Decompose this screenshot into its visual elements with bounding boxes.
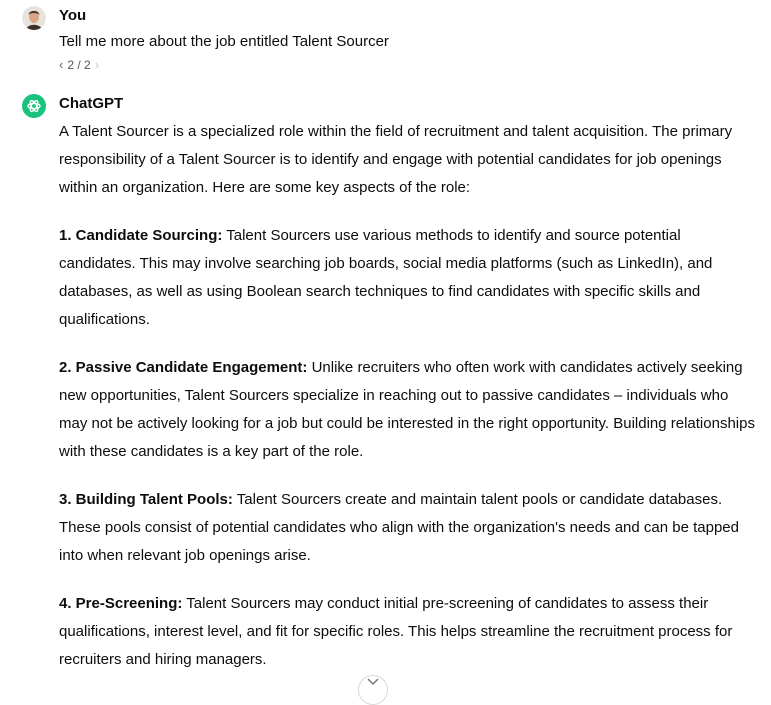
- response-counter: 2 / 2: [67, 57, 91, 72]
- assistant-author-name: ChatGPT: [59, 95, 124, 112]
- point-text: Talent Sourcers may conduct initial pre-screening of candidates to assess their qualifications, interest level, and fit for specific roles. This helps streamline the recruitment process for recruiters and hiring managers.: [59, 595, 733, 668]
- scroll-down-button[interactable]: [358, 675, 388, 705]
- response-intro: A Talent Sourcer is a specialized role within the field of recruitment and talent acquisition. The primary responsibility of a Talent Sourcer is to identify and engage with potential candidates for job openings within an organization. Here are some key aspects of the role:: [59, 123, 733, 196]
- point-title: 3. Building Talent Pools:: [59, 491, 233, 508]
- chatgpt-logo-icon: [22, 94, 46, 118]
- response-pager: [59, 57, 99, 72]
- point-title: 2. Passive Candidate Engagement:: [59, 359, 308, 376]
- point-text: Talent Sourcers use various methods to identify and source potential candidates. This may involve searching job boards, social media platforms (such as LinkedIn), and databases, as well as using Boolean search techniques to find candidates with specific skills and qualifications.: [59, 227, 713, 328]
- point-text: Unlike recruiters who often work with candidates actively seeking new opportunities, Talent Sourcers specialize in reaching out to passive candidates – individuals who may not be actively looking for a job but could be interested in the right opportunity. Building relationships with these candidates is a key part of the role.: [59, 359, 755, 460]
- point-title: 4. Pre-Screening:: [59, 595, 183, 612]
- response-point: [59, 354, 759, 466]
- response-point: [59, 590, 759, 674]
- point-title: 1. Candidate Sourcing:: [59, 227, 223, 244]
- response-point: [59, 222, 759, 334]
- user-author-name: You: [59, 7, 87, 24]
- point-text: Talent Sourcers create and maintain talent pools or candidate databases. These pools consist of potential candidates who align with the organization's needs and can be tapped into when relevant job openings arise.: [59, 491, 739, 564]
- previous-response-button[interactable]: ‹: [59, 57, 64, 72]
- response-point: [59, 486, 759, 570]
- assistant-response: [59, 118, 759, 694]
- next-response-button[interactable]: ›: [94, 57, 100, 72]
- user-message-text: Tell me more about the job entitled Talent Sourcer: [59, 33, 389, 50]
- user-avatar: [22, 6, 46, 30]
